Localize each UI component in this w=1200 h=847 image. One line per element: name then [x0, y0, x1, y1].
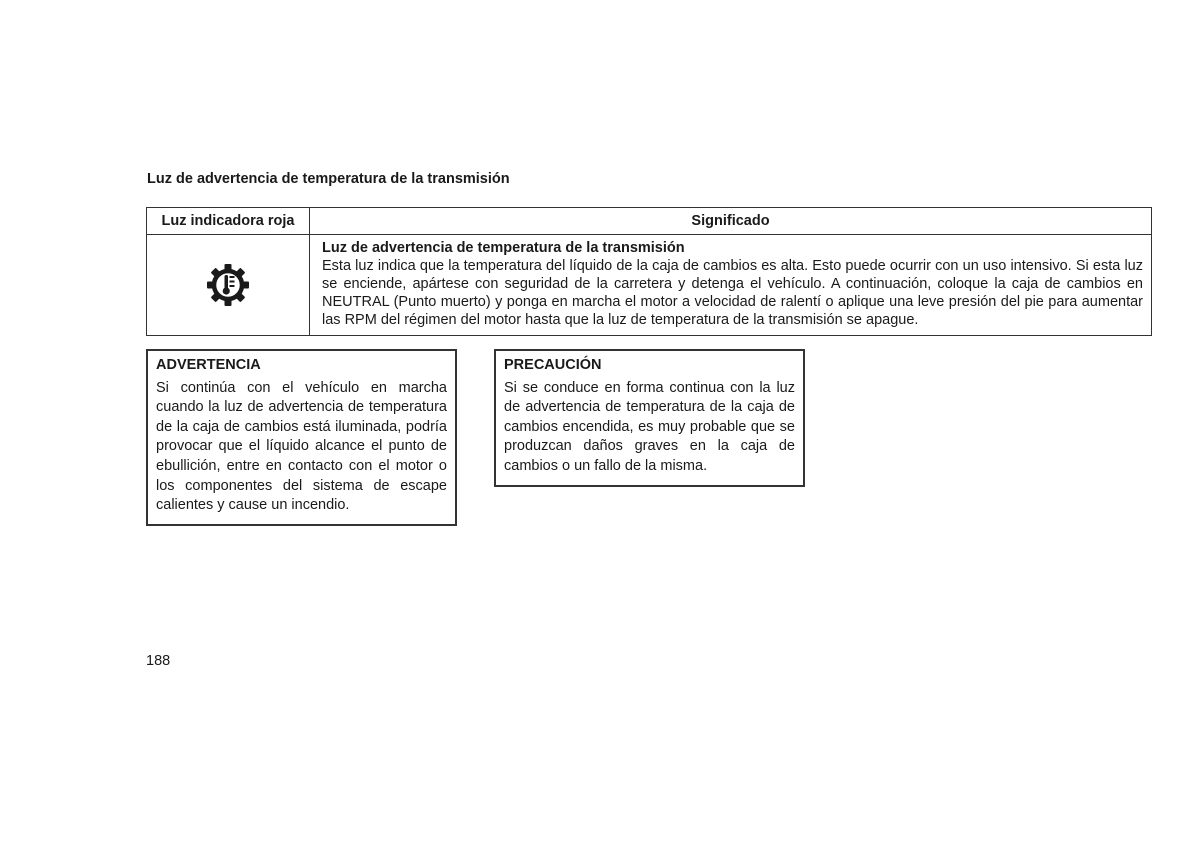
header-meaning: Significado: [310, 208, 1152, 235]
caution-heading: PRECAUCIÓN: [504, 357, 602, 373]
table-row: [147, 235, 1152, 336]
meaning-cell: [310, 235, 1152, 336]
table-header-row: [147, 208, 1152, 235]
meaning-text: Esta luz indica que la temperatura del líquido de la caja de cambios es alta. Esto puede ocurrir con un uso intensivo. Si esta luz se enciende, apártese con seguridad de la carretera y detenga el vehículo. A continuación, coloque la caja de cambios en NEUTRAL (Punto muerto) y ponga en marcha el motor a velocidad de ralentí o aplique una leve presión del pie para aumentar las RPM del régimen del motor hasta que la luz de temperatura de la transmisión se apague.: [322, 258, 1143, 328]
light-cell: [147, 235, 310, 336]
warning-heading: ADVERTENCIA: [156, 357, 261, 373]
caution-box: [494, 349, 805, 487]
meaning-title: Luz de advertencia de temperatura de la transmisión: [322, 240, 685, 256]
warning-box: [146, 349, 457, 526]
header-light: Luz indicadora roja: [147, 208, 310, 235]
page-number: 188: [146, 653, 171, 669]
transmission-temperature-warning-icon: [203, 260, 253, 310]
caution-text: Si se conduce en forma continua con la luz de advertencia de temperatura de la caja de cambios encendida, es muy probable que se produzcan daños graves en la caja de cambios o un fallo de la misma.: [504, 379, 795, 474]
section-title: Luz de advertencia de temperatura de la transmisión: [147, 171, 510, 187]
indicator-table: [146, 207, 1152, 336]
warning-text: Si continúa con el vehículo en marcha cuando la luz de advertencia de temperatura de la caja de cambios está iluminada, podría provocar que el líquido alcance el punto de ebullición, entre en contacto con el motor o los componentes del sistema de escape calientes y cause un incendio.: [156, 379, 447, 514]
